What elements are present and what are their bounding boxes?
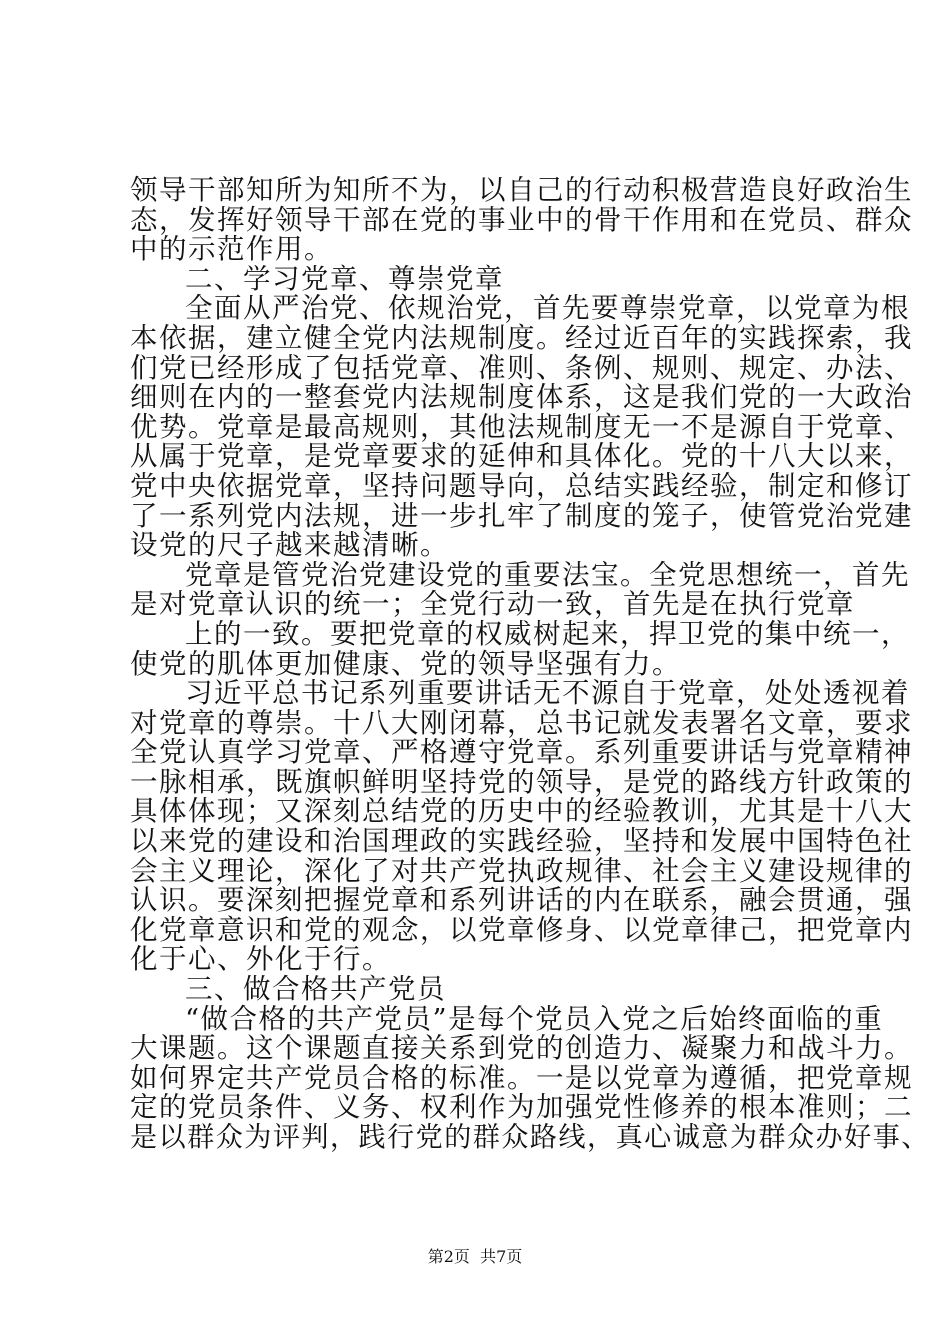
- body-line: 全党认真学习党章、严格遵守党章。系列重要讲话与党章精神: [130, 736, 913, 768]
- body-line: 细则在内的一整套党内法规制度体系，这是我们党的一大政治: [130, 381, 913, 413]
- body-line: 上的一致。要把党章的权威树起来，捍卫党的集中统一，: [185, 618, 910, 650]
- body-line: 化于心、外化于行。: [130, 943, 391, 975]
- body-line: 如何界定共产党员合格的标准。一是以党章为遵循，把党章规: [130, 1062, 913, 1094]
- section-heading: 三、做合格共产党员: [185, 973, 446, 1005]
- body-line: 党中央依据党章，坚持问题导向，总结实践经验，制定和修订: [130, 470, 913, 502]
- body-line: 们党已经形成了包括党章、准则、条例、规则、规定、办法、: [130, 352, 913, 384]
- body-line: 态，发挥好领导干部在党的事业中的骨干作用和在党员、群众: [130, 204, 913, 236]
- body-line: 会主义理论，深化了对共产党执政规律、社会主义建设规律的: [130, 855, 913, 887]
- body-line: 认识。要深刻把握党章和系列讲话的内在联系，融会贯通，强: [130, 884, 913, 916]
- body-line: 优势。党章是最高规则，其他法规制度无一不是源自于党章、: [130, 411, 913, 443]
- body-line: 大课题。这个课题直接关系到党的创造力、凝聚力和战斗力。: [130, 1032, 913, 1064]
- body-line: 党章是管党治党建设党的重要法宝。全党思想统一，首先: [185, 559, 910, 591]
- body-line: 习近平总书记系列重要讲话无不源自于党章，处处透视着: [185, 677, 910, 709]
- body-line: 设党的尺子越来越清晰。: [130, 529, 449, 561]
- body-line: 定的党员条件、义务、权利作为加强党性修养的根本准则；二: [130, 1091, 913, 1123]
- body-line: 本依据，建立健全党内法规制度。经过近百年的实践探索，我: [130, 322, 913, 354]
- body-line: 以来党的建设和治国理政的实践经验，坚持和发展中国特色社: [130, 825, 913, 857]
- body-line: 领导干部知所为知所不为，以自己的行动积极营造良好政治生: [130, 174, 913, 206]
- body-line: 全面从严治党、依规治党，首先要尊崇党章，以党章为根: [185, 292, 910, 324]
- body-line: 一脉相承，既旗帜鲜明坚持党的领导，是党的路线方针政策的: [130, 766, 913, 798]
- section-heading: 二、学习党章、尊崇党章: [185, 263, 504, 295]
- body-line: 从属于党章，是党章要求的延伸和具体化。党的十八大以来，: [130, 440, 913, 472]
- body-line: 具体体现；又深刻总结党的历史中的经验教训，尤其是十八大: [130, 795, 913, 827]
- body-line: “做合格的共产党员”是每个党员入党之后始终面临的重: [185, 1003, 884, 1035]
- body-line: 是以群众为评判，践行党的群众路线，真心诚意为群众办好事、: [130, 1121, 930, 1153]
- body-line: 对党章的尊崇。十八大刚闭幕，总书记就发表署名文章，要求: [130, 707, 913, 739]
- body-line: 化党章意识和党的观念，以党章修身、以党章律己，把党章内: [130, 914, 913, 946]
- body-line: 了一系列党内法规，进一步扎牢了制度的笼子，使管党治党建: [130, 500, 913, 532]
- body-line: 使党的肌体更加健康、党的领导坚强有力。: [130, 648, 681, 680]
- body-line: 是对党章认识的统一；全党行动一致，首先是在执行党章: [130, 588, 855, 620]
- body-line: 中的示范作用。: [130, 233, 333, 265]
- page-footer: 第2页 共7页: [427, 1247, 523, 1266]
